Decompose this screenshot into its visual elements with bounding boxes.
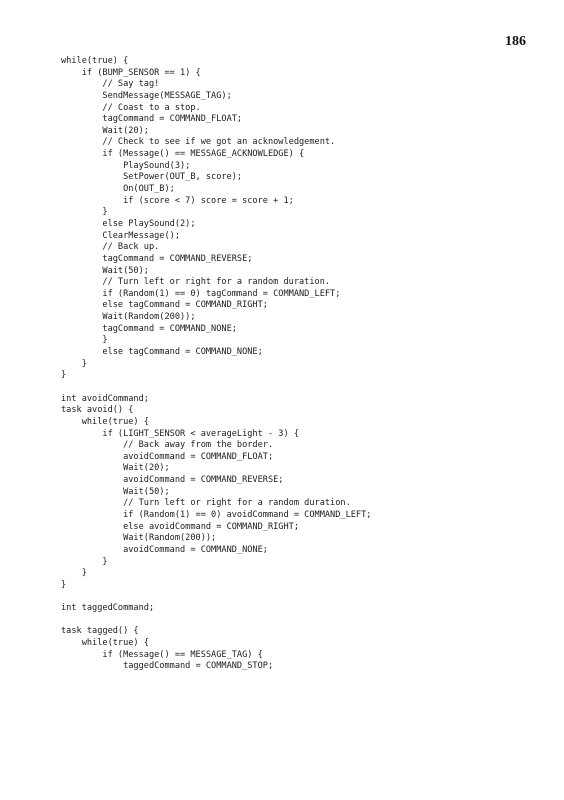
code-line: } [61,358,87,369]
code-line: } [61,335,108,346]
code-line: taggedCommand = COMMAND_STOP; [61,661,274,672]
code-line: SendMessage(MESSAGE_TAG); [61,90,232,101]
code-line: // Coast to a stop. [61,102,201,113]
code-line: if (Random(1) == 0) avoidCommand = COMMAND_LEFT; [61,509,372,520]
code-line [61,591,544,603]
code-line: } [61,579,67,590]
code-line: Wait(Random(200)); [61,312,196,323]
code-line: SetPower(OUT_B, score); [61,172,243,183]
code-line: avoidCommand = COMMAND_FLOAT; [61,451,274,462]
code-line: if (BUMP_SENSOR == 1) { [61,67,201,78]
code-line: Wait(20); [61,125,149,136]
code-line: // Turn left or right for a random duration. [61,498,351,509]
code-line: // Back up. [61,242,160,253]
code-line: Wait(50); [61,265,149,276]
code-line: if (LIGHT_SENSOR < averageLight - 3) { [61,428,299,439]
code-line: } [61,370,67,381]
code-line: if (Message() == MESSAGE_ACKNOWLEDGE) { [61,149,305,160]
code-line: else tagCommand = COMMAND_RIGHT; [61,300,268,311]
code-line: // Back away from the border. [61,440,274,451]
code-line: // Check to see if we got an acknowledgement. [61,137,336,148]
code-line: tagCommand = COMMAND_FLOAT; [61,114,243,125]
code-line: task tagged() { [61,626,139,637]
code-line: task avoid() { [61,405,134,416]
code-line: // Turn left or right for a random duration. [61,277,331,288]
code-line: tagCommand = COMMAND_REVERSE; [61,253,253,264]
code-line: } [61,556,108,567]
code-line: avoidCommand = COMMAND_REVERSE; [61,475,284,486]
code-line: ClearMessage(); [61,230,180,241]
code-line: Wait(Random(200)); [61,533,217,544]
code-line: Wait(50); [61,486,170,497]
code-line: if (score < 7) score = score + 1; [61,195,294,206]
code-line: else tagCommand = COMMAND_NONE; [61,347,263,358]
code-line: } [61,568,87,579]
code-line [61,615,544,627]
code-line: if (Message() == MESSAGE_TAG) { [61,649,263,660]
code-line: while(true) { [61,56,129,66]
code-line: int taggedCommand; [61,603,155,614]
code-line: while(true) { [61,416,149,427]
page-number: 186 [505,34,526,49]
code-line: if (Random(1) == 0) tagCommand = COMMAND_LEFT; [61,288,341,299]
code-line: else PlaySound(2); [61,218,196,229]
code-line: } [61,207,108,218]
code-line: tagCommand = COMMAND_NONE; [61,323,237,334]
code-line [61,382,544,394]
code-line: PlaySound(3); [61,160,191,171]
code-line: Wait(20); [61,463,170,474]
code-line: avoidCommand = COMMAND_NONE; [61,544,268,555]
code-line: // Say tag! [61,79,160,90]
code-listing [61,56,544,673]
code-line: else avoidCommand = COMMAND_RIGHT; [61,521,299,532]
code-line: int avoidCommand; [61,393,149,404]
code-line: On(OUT_B); [61,184,175,195]
code-line: while(true) { [61,638,149,649]
